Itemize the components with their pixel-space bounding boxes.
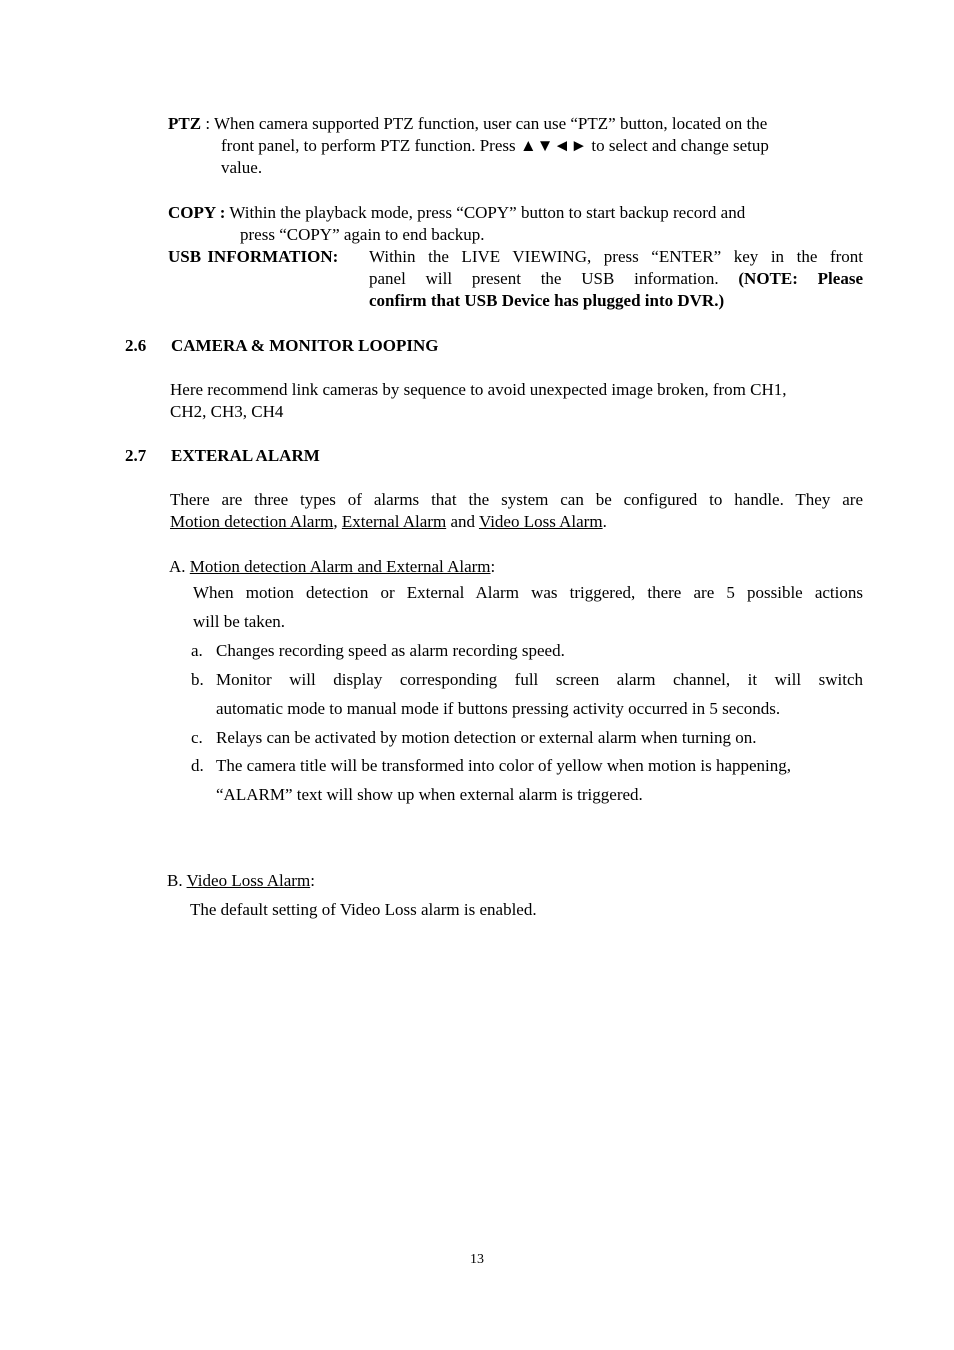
external-alarm-ref: External Alarm [341, 512, 447, 531]
motion-detection-alarm-ref: Motion detection Alarm [170, 512, 334, 531]
part-b-prefix: B. [167, 871, 183, 890]
section-2-7-intro-line-1: There are three types of alarms that the system can be configured to handle. They are [170, 490, 863, 509]
part-b-desc: The default setting of Video Loss alarm is enabled. [190, 900, 537, 919]
intro-and: and [450, 512, 475, 531]
list-item-text: Relays can be activated by motion detection or external alarm when turning on. [216, 728, 757, 747]
ptz-text-line-1: When camera supported PTZ function, user can use “PTZ” button, located on the [213, 114, 768, 133]
list-item-marker: a. [191, 641, 203, 660]
usb-text-line-2-plain: panel will present the USB information. [369, 269, 719, 288]
section-2-7-intro-line-2 [170, 511, 607, 533]
list-item-marker: c. [191, 728, 203, 747]
part-a-prefix: A. [169, 557, 186, 576]
list-item-marker: d. [191, 756, 204, 775]
video-loss-alarm-ref: Video Loss Alarm [478, 512, 603, 531]
list-item-text: Monitor will display corresponding full screen alarm channel, it will switch [216, 670, 863, 689]
ptz-line-1 [168, 113, 767, 135]
section-2-6-text-line-2: CH2, CH3, CH4 [170, 402, 284, 421]
part-b-colon: : [310, 871, 315, 890]
section-2-6-number: 2.6 [125, 336, 147, 355]
part-a-title: Motion detection Alarm and External Alarm [189, 557, 491, 576]
copy-term: COPY : [168, 203, 226, 222]
ptz-text-line-3: value. [221, 158, 263, 177]
copy-line-1 [168, 202, 745, 224]
usb-term: USB INFORMATION: [168, 247, 339, 266]
copy-text-line-1: Within the playback mode, press “COPY” button to start backup record and [229, 203, 746, 222]
usb-note-start: (NOTE: Please [738, 269, 863, 288]
list-item-text-continued: “ALARM” text will show up when external alarm is triggered. [216, 785, 643, 804]
list-item-text: The camera title will be transformed into color of yellow when motion is happening, [216, 756, 792, 775]
list-item-text: Changes recording speed as alarm recording speed. [216, 641, 565, 660]
ptz-term: PTZ [168, 114, 202, 133]
usb-note-line-3: confirm that USB Device has plugged into DVR.) [369, 291, 725, 310]
section-2-6-text-line-1: Here recommend link cameras by sequence to avoid unexpected image broken, from CH1, [170, 380, 787, 399]
section-2-6-title: CAMERA & MONITOR LOOPING [171, 336, 439, 355]
usb-text-line-1: Within the LIVE VIEWING, press “ENTER” key in the front [369, 247, 863, 266]
usb-text-line-2 [369, 268, 863, 290]
part-a-desc-line-1: When motion detection or External Alarm was triggered, there are 5 possible actions [193, 583, 863, 602]
intro-comma: , [333, 512, 338, 531]
page-number: 13 [470, 1252, 484, 1267]
list-item-text-continued: automatic mode to manual mode if buttons pressing activity occurred in 5 seconds. [216, 699, 781, 718]
part-b-heading [167, 870, 315, 892]
section-2-7-number: 2.7 [125, 446, 147, 465]
intro-period: . [602, 512, 607, 531]
part-a-colon: : [490, 557, 496, 576]
section-2-7-title: EXTERAL ALARM [171, 446, 320, 465]
part-b-title: Video Loss Alarm [186, 871, 311, 890]
list-item-marker: b. [191, 670, 204, 689]
part-a-heading [169, 556, 495, 578]
copy-text-line-2: press “COPY” again to end backup. [240, 225, 485, 244]
ptz-separator: : [201, 114, 214, 133]
ptz-text-line-2: front panel, to perform PTZ function. Press ▲▼◄► to select and change setup [221, 136, 769, 155]
part-a-desc-line-2: will be taken. [193, 612, 286, 631]
